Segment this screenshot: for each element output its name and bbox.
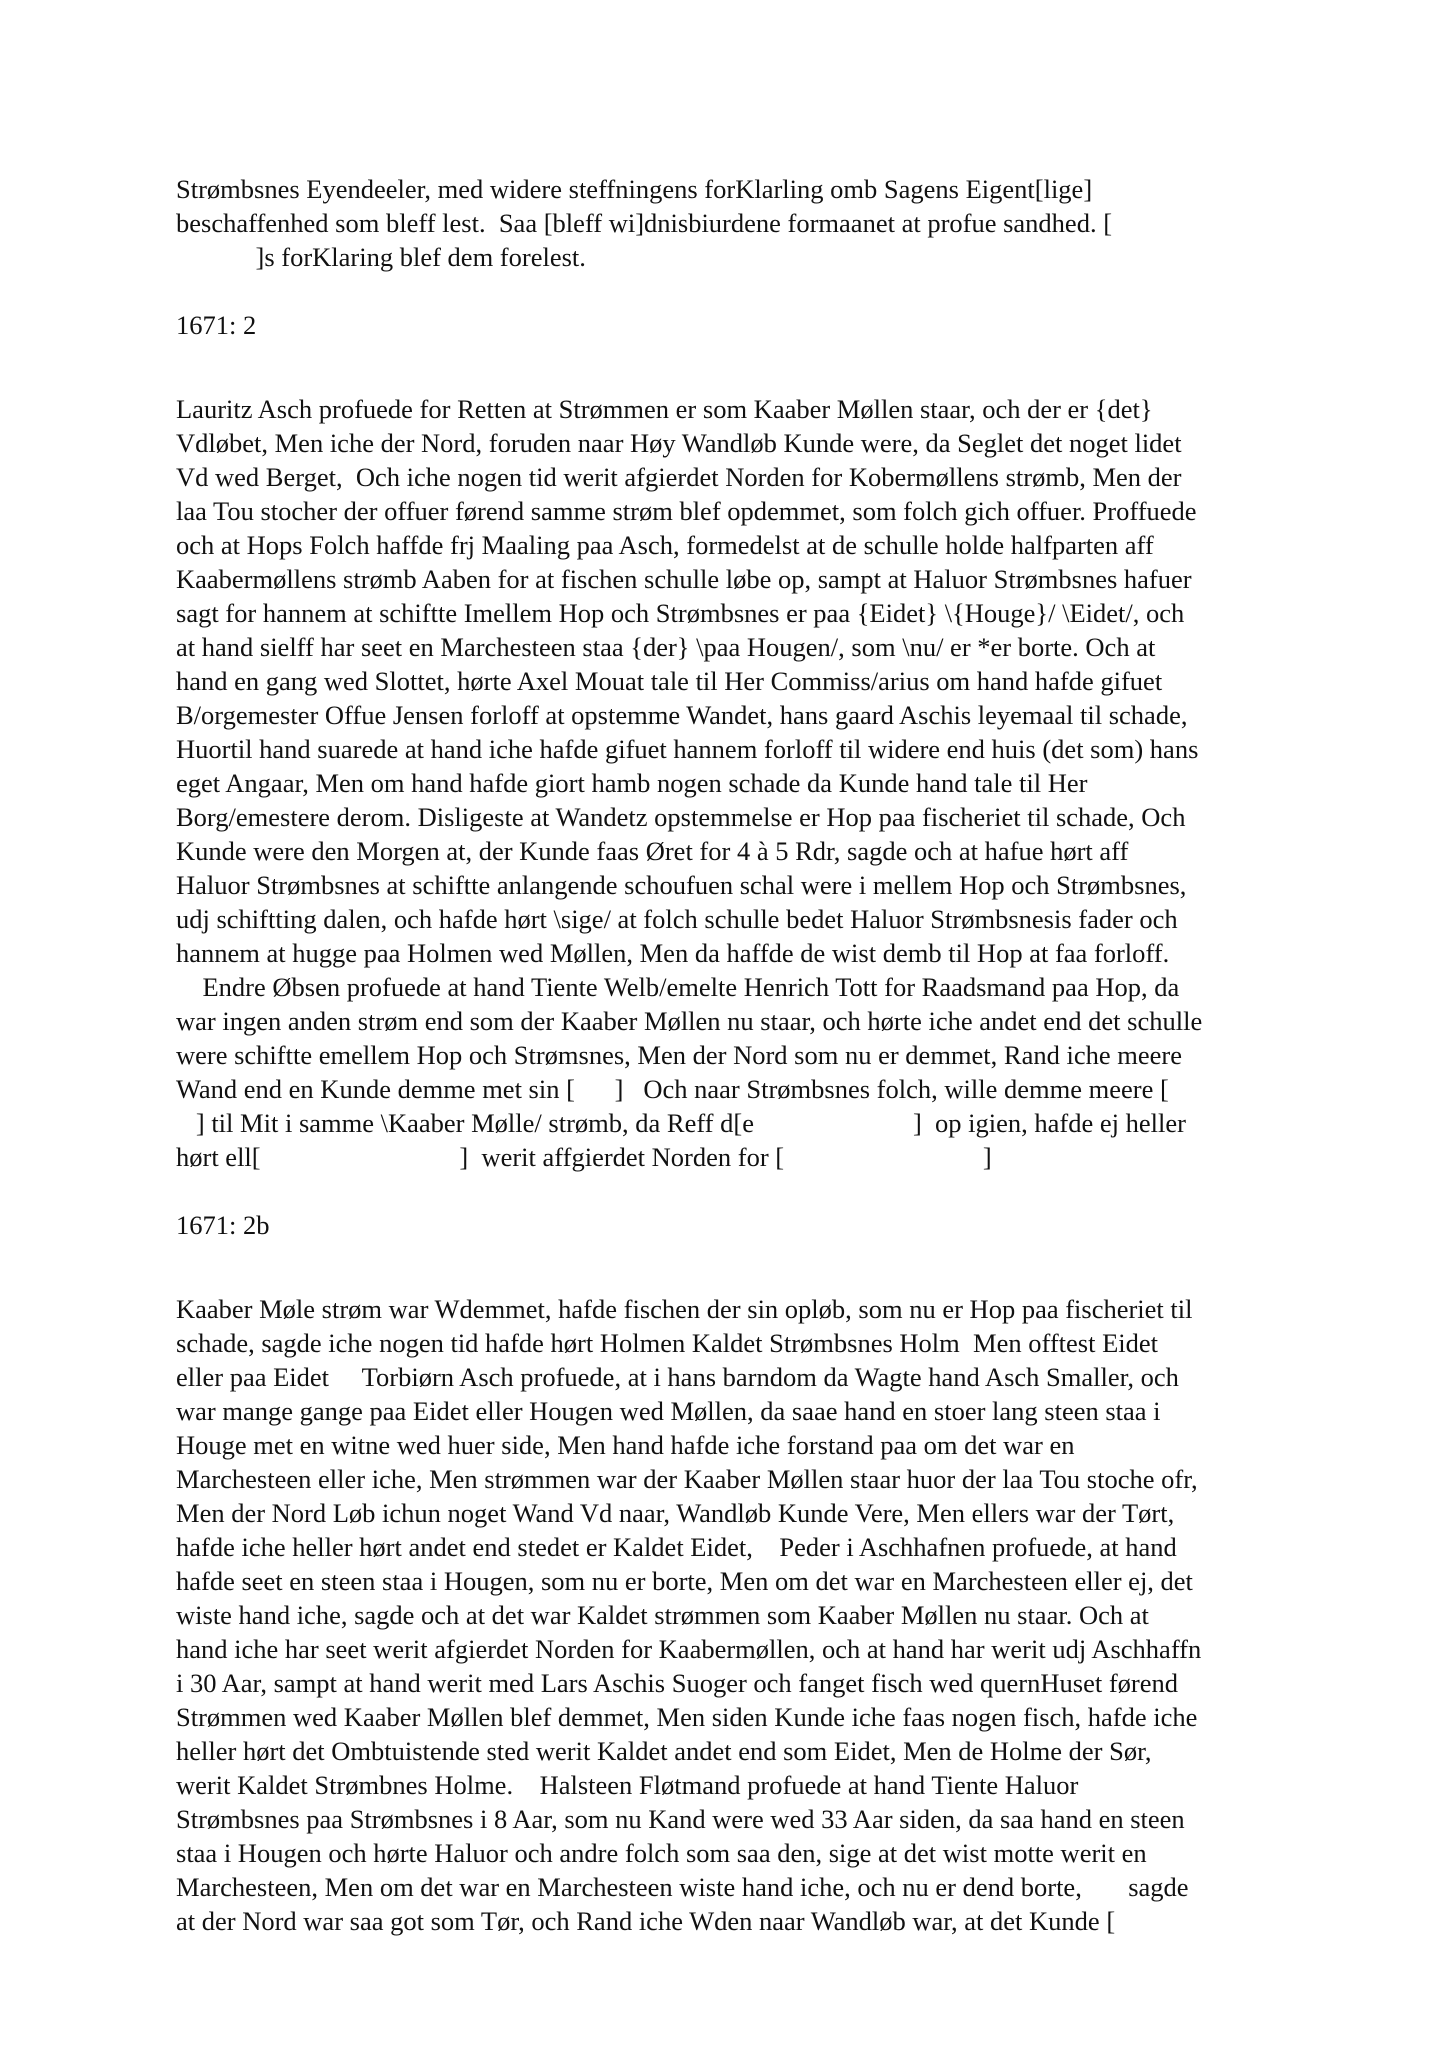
text-line: Strømbsnes Eyendeeler, med widere steffningens forKlarling omb Sagens Eigent[lige] [176,174,1093,204]
text-line: Endre Øbsen profuede at hand Tiente Welb/emelte Henrich Tott for Raadsmand paa Hop, da [176,972,1180,1002]
text-line: Wand end en Kunde demme met sin [ ] Och naar Strømbsnes folch, wille demme meere [ [176,1074,1169,1104]
text-line: were schiftte emellem Hop och Strømsnes, Men der Nord som nu er demmet, Rand iche meere [176,1040,1182,1070]
text-line: Borg/emestere derom. Disligeste at Wandetz opstemmelse er Hop paa fischeriet til schade, Och [176,802,1186,832]
text-line: eget Angaar, Men om hand hafde giort hamb nogen schade da Kunde hand tale til Her [176,768,1088,798]
section-heading: 1671: 2b [176,1210,270,1240]
text-line: Haluor Strømbsnes at schiftte anlangende schoufuen schal were i mellem Hop och Strømbsnes, [176,870,1187,900]
text-line: war mange gange paa Eidet eller Hougen wed Møllen, da saae hand en stoer lang steen staa i [176,1396,1161,1426]
section-1-body [176,392,1316,1174]
text-line: Marchesteen, Men om det war en Marchesteen wiste hand iche, och nu er dend borte, sagde [176,1872,1189,1902]
text-line: schade, sagde iche nogen tid hafde hørt Holmen Kaldet Strømbsnes Holm Men offtest Eidet [176,1328,1158,1358]
text-line: ]s forKlaring blef dem forelest. [176,242,586,272]
text-line: eller paa Eidet Torbiørn Asch profuede, at i hans barndom da Wagte hand Asch Smaller, och [176,1362,1179,1392]
text-line: udj schiftting dalen, och hafde hørt \sige/ at folch schulle bedet Haluor Strømbsnesis fader och [176,904,1178,934]
text-line: Vdløbet, Men iche der Nord, foruden naar Høy Wandløb Kunde were, da Seglet det noget lidet [176,428,1182,458]
text-line: ] til Mit i samme \Kaaber Mølle/ strømb, da Reff d[e ] op igien, hafde ej heller [176,1108,1186,1138]
text-line: Lauritz Asch profuede for Retten at Strømmen er som Kaaber Møllen staar, och der er {det} [176,394,1153,424]
document-page [176,172,1316,1938]
text-line: hand en gang wed Slottet, hørte Axel Mouat tale til Her Commiss/arius om hand hafde gifuet [176,666,1163,696]
text-line: wiste hand iche, sagde och at det war Kaldet strømmen som Kaaber Møllen nu staar. Och at [176,1600,1149,1630]
text-line: Strømbsnes paa Strømbsnes i 8 Aar, som nu Kand were wed 33 Aar siden, da saa hand en steen [176,1804,1185,1834]
text-line: werit Kaldet Strømbnes Holme. Halsteen Fløtmand profuede at hand Tiente Haluor [176,1770,1079,1800]
section-2-body [176,1292,1316,1938]
text-line: hafde iche heller hørt andet end stedet er Kaldet Eidet, Peder i Aschhafnen profuede, at hand [176,1532,1177,1562]
text-line: hand iche har seet werit afgierdet Norden for Kaabermøllen, och at hand har werit udj Aschhaffn [176,1634,1202,1664]
text-line: Kaabermøllens strømb Aaben for at fischen schulle løbe op, sampt at Haluor Strømbsnes hafuer [176,564,1192,594]
text-line: war ingen anden strøm end som der Kaaber Møllen nu staar, och hørte iche andet end det schulle [176,1006,1203,1036]
text-line: och at Hops Folch haffde frj Maaling paa Asch, formedelst at de schulle holde halfparten aff [176,530,1154,560]
text-line: beschaffenhed som bleff lest. Saa [bleff wi]dnisbiurdene formaanet at profue sandhed. [ [176,208,1113,238]
text-line: hafde seet en steen staa i Hougen, som nu er borte, Men om det war en Marchesteen eller ej, det [176,1566,1193,1596]
text-line: Kunde were den Morgen at, der Kunde faas Øret for 4 à 5 Rdr, sagde och at hafue hørt aff [176,836,1129,866]
text-line: i 30 Aar, sampt at hand werit med Lars Aschis Suoger och fanget fisch wed quernHuset førend [176,1668,1178,1698]
text-line: Men der Nord Løb ichun noget Wand Vd naar, Wandløb Kunde Vere, Men ellers war der Tørt, [176,1498,1175,1528]
text-line: heller hørt det Ombtuistende sted werit Kaldet andet end som Eidet, Men de Holme der Sør, [176,1736,1152,1766]
text-line: Houge met en witne wed huer side, Men hand hafde iche forstand paa om det war en [176,1430,1075,1460]
text-line: Kaaber Møle strøm war Wdemmet, hafde fischen der sin opløb, som nu er Hop paa fischeriet til [176,1294,1193,1324]
section-heading: 1671: 2 [176,310,257,340]
text-line: hannem at hugge paa Holmen wed Møllen, Men da haffde de wist demb til Hop at faa forloff. [176,938,1170,968]
text-line: at hand sielff har seet en Marchesteen staa {der} \paa Hougen/, som \nu/ er *er borte. Och at [176,632,1156,662]
text-line: hørt ell[ ] werit affgierdet Norden for [ ] [176,1142,992,1172]
text-line: Strømmen wed Kaaber Møllen blef demmet, Men siden Kunde iche faas nogen fisch, hafde iche [176,1702,1198,1732]
text-line: Marchesteen eller iche, Men strømmen war der Kaaber Møllen staar huor der laa Tou stoche ofr, [176,1464,1198,1494]
text-line: laa Tou stocher der offuer førend samme strøm blef opdemmet, som folch gich offuer. Proffuede [176,496,1197,526]
text-line: Huortil hand suarede at hand iche hafde gifuet hannem forloff til widere end huis (det som) hans [176,734,1199,764]
text-line: sagt for hannem at schiftte Imellem Hop och Strømbsnes er paa {Eidet} \{Houge}/ \Eidet/, och [176,598,1185,628]
intro-paragraph [176,172,1316,274]
text-line: at der Nord war saa got som Tør, och Rand iche Wden naar Wandløb war, at det Kunde [ [176,1906,1116,1936]
text-line: Vd wed Berget, Och iche nogen tid werit afgierdet Norden for Kobermøllens strømb, Men der [176,462,1182,492]
text-line: staa i Hougen och hørte Haluor och andre folch som saa den, sige at det wist motte werit en [176,1838,1147,1868]
text-line: B/orgemester Offue Jensen forloff at opstemme Wandet, hans gaard Aschis leyemaal til schade, [176,700,1188,730]
